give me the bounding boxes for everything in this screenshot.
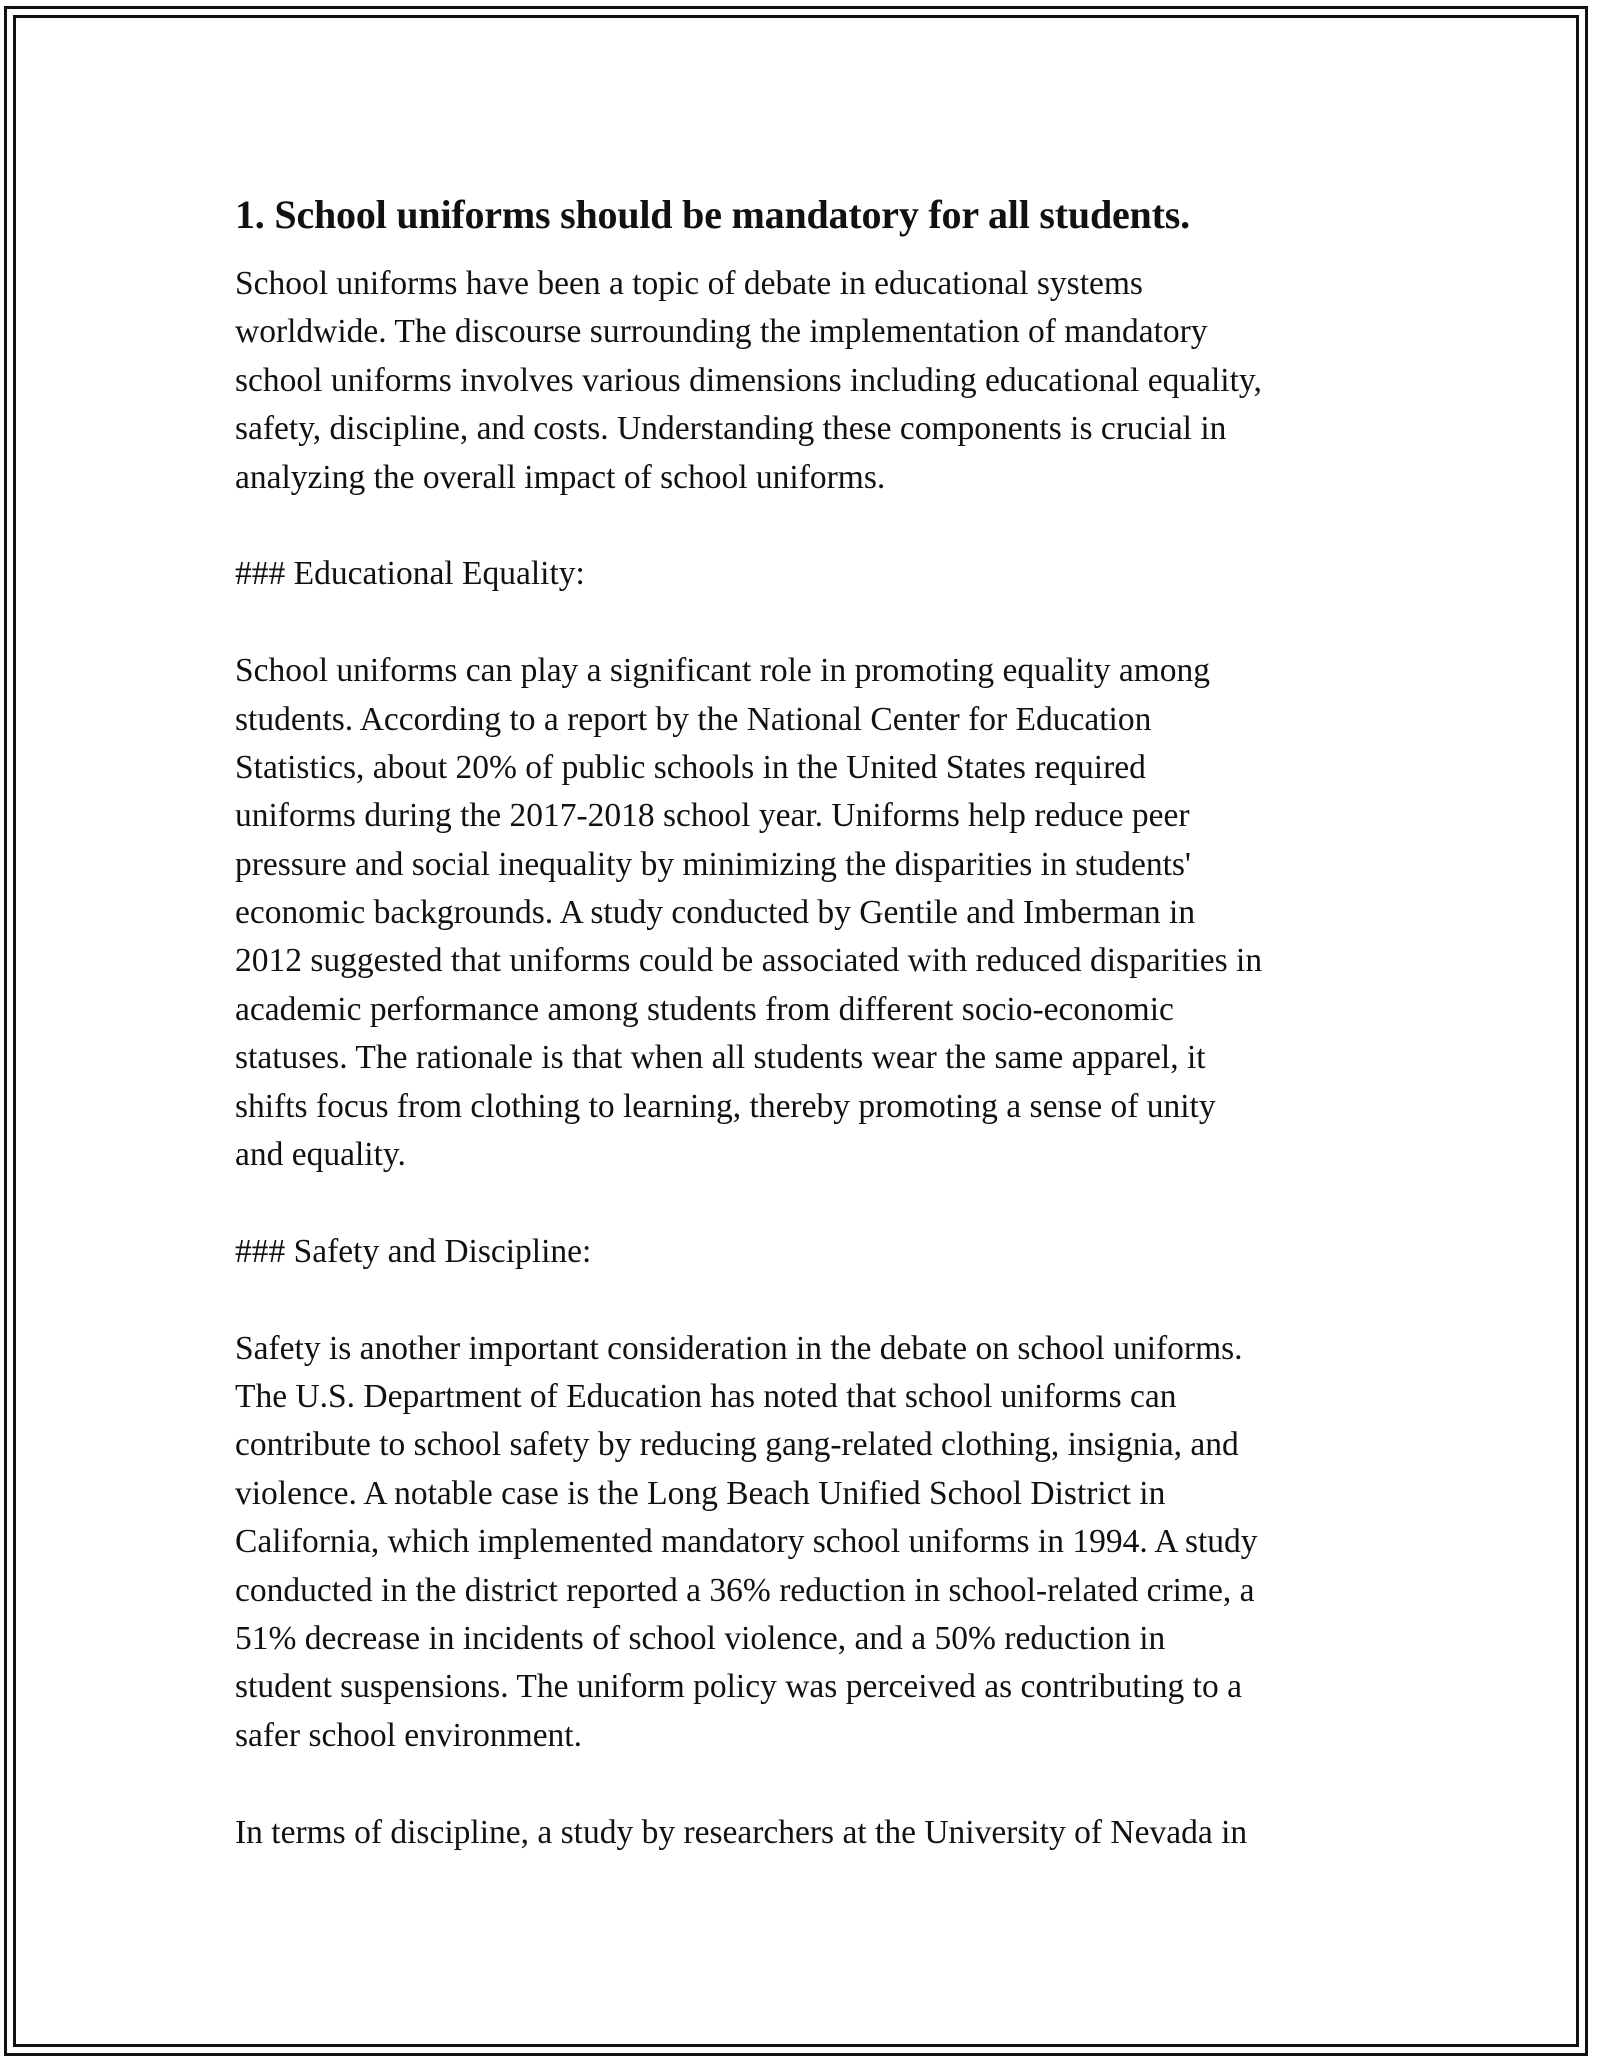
blank-line — [235, 1276, 1375, 1324]
body-text-line: worldwide. The discourse surrounding the implementation of mandatory — [235, 313, 1208, 351]
document-body — [235, 260, 1375, 1857]
body-text-line: uniforms during the 2017-2018 school year. Uniforms help reduce peer — [235, 797, 1190, 835]
body-text-line: Statistics, about 20% of public schools in the United States required — [235, 748, 1146, 786]
body-text-line: Safety is another important consideration in the debate on school uniforms. — [235, 1329, 1243, 1367]
body-text-line: 51% decrease in incidents of school violence, and a 50% reduction in — [235, 1619, 1166, 1657]
body-text-line: School uniforms can play a significant role in promoting equality among — [235, 652, 1211, 690]
body-text-line: safer school environment. — [235, 1716, 582, 1754]
body-text-line: and equality. — [235, 1136, 406, 1174]
body-text-line: safety, discipline, and costs. Understanding these components is crucial in — [235, 410, 1227, 448]
body-text-line: California, which implemented mandatory school uniforms in 1994. A study — [235, 1523, 1258, 1561]
body-text-line: shifts focus from clothing to learning, thereby promoting a sense of unity — [235, 1087, 1216, 1125]
body-text-line: contribute to school safety by reducing gang-related clothing, insignia, and — [235, 1426, 1239, 1464]
body-text-line: School uniforms have been a topic of debate in educational systems — [235, 265, 1143, 302]
body-text-line: students. According to a report by the National Center for Education — [235, 700, 1152, 738]
body-text-line: academic performance among students from different socio-economic — [235, 990, 1174, 1028]
body-text-line: The U.S. Department of Education has noted that school uniforms can — [235, 1377, 1177, 1415]
blank-line — [235, 599, 1375, 647]
document-title: 1. School uniforms should be mandatory for all students. — [235, 192, 1190, 237]
body-text-line: school uniforms involves various dimensions including educational equality, — [235, 361, 1262, 399]
body-text-line: violence. A notable case is the Long Beach Unified School District in — [235, 1474, 1166, 1512]
document-page — [235, 186, 1375, 1857]
section-heading: ### Educational Equality: — [235, 555, 585, 593]
body-text-line: 2012 suggested that uniforms could be associated with reduced disparities in — [235, 942, 1263, 980]
body-text-line: conducted in the district reported a 36% reduction in school-related crime, a — [235, 1571, 1255, 1609]
blank-line — [235, 502, 1375, 550]
body-text-line: analyzing the overall impact of school uniforms. — [235, 458, 886, 496]
section-heading: ### Safety and Discipline: — [235, 1232, 592, 1270]
body-text-line: statuses. The rationale is that when all students wear the same apparel, it — [235, 1039, 1206, 1077]
body-text-line: pressure and social inequality by minimizing the disparities in students' — [235, 845, 1191, 883]
blank-line — [235, 1179, 1375, 1227]
body-text-line: student suspensions. The uniform policy was perceived as contributing to a — [235, 1668, 1242, 1706]
body-text-line: economic backgrounds. A study conducted by Gentile and Imberman in — [235, 894, 1196, 932]
body-text-line: In terms of discipline, a study by researchers at the University of Nevada in — [235, 1813, 1248, 1851]
blank-line — [235, 1760, 1375, 1808]
